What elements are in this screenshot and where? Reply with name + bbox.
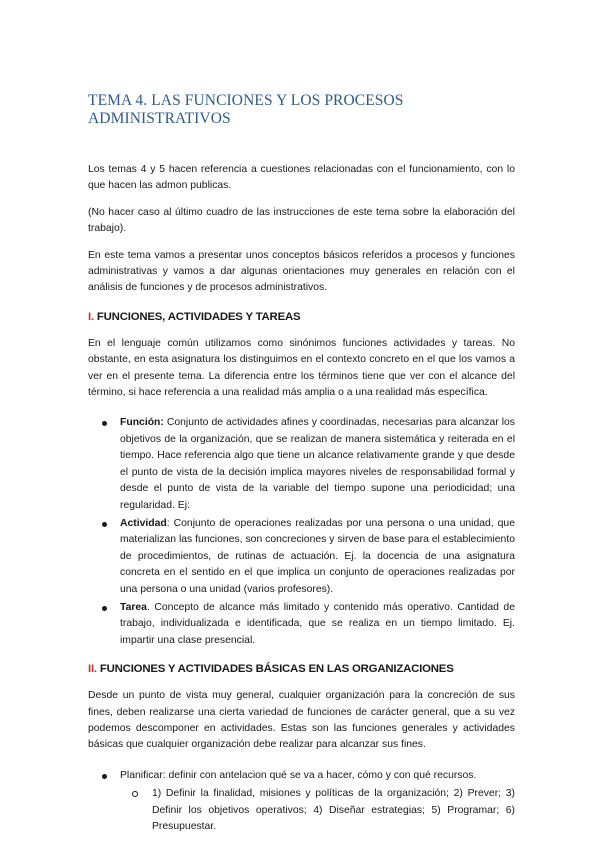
intro-paragraph: En este tema vamos a presentar unos conceptos básicos referidos a procesos y funciones administrativas y vamos a dar algunas orientaciones muy generales en relación con el análisis de funciones y de procesos administrativos.	[88, 249, 515, 294]
bullet-icon	[102, 522, 107, 527]
definition: Conjunto de actividades afines y coordinadas, necesarias para alcanzar los objetivos de la organización, que se realizan de manera sistemática y reiterada en el tiempo. Hace referencia algo que tiene un alcance relativamente grande y que desde el punto de vista de la decisión implica mayores niveles de responsabilidad formal y desde el punto de vista de la variable del tiempo supone una periodicidad; una regularidad. Ej:	[120, 417, 515, 511]
list-item	[120, 768, 515, 836]
bullet-icon	[102, 606, 107, 611]
intro-paragraph: Los temas 4 y 5 hacen referencia a cuestiones relacionadas con el funcionamiento, con lo que hacen las admon publicas.	[88, 164, 515, 192]
section-heading-2	[88, 663, 515, 675]
sub-list	[120, 786, 515, 835]
section-number: I.	[88, 310, 94, 323]
circle-bullet-icon	[132, 791, 138, 797]
sub-item-text: 1) Definir la finalidad, misiones y políticas de la organización; 2) Prever; 3) Definir los objetivos operativos; 4) Diseñar estrategias; 5) Programar; 6) Presupuestar.	[152, 788, 515, 832]
term: Función:	[120, 417, 164, 429]
item-text: Planificar: definir con antelacion qué se va a hacer, cómo y con qué recursos.	[120, 769, 477, 781]
section-heading-text: FUNCIONES, ACTIVIDADES Y TAREAS	[93, 310, 301, 323]
section-paragraph: Desde un punto de vista muy general, cualquier organización para la concreción de sus fines, deben realizarse una cierta variedad de funciones de carácter general, que a su vez podemos descomponer en actividades. Estas son las funciones generales y actividades básicas que cualquier organización debe realizar para alcanzar sus fines.	[88, 690, 515, 751]
section-heading-text: FUNCIONES Y ACTIVIDADES BÁSICAS EN LAS ORGANIZACIONES	[96, 663, 454, 676]
definition: : Conjunto de operaciones realizadas por una persona o una unidad, que materializan las funciones, son concreciones y sirven de base para el establecimiento de procedimientos, de rutinas de actuación. Ej. la docencia de una asignatura concreta en el sentido en el que implica un conjunto de operaciones realizadas por una persona o una unidad (varios profesores).	[120, 517, 515, 595]
page-title: TEMA 4. LAS FUNCIONES Y LOS PROCESOS ADMINISTRATIVOS	[88, 92, 404, 127]
section-paragraph: En el lenguaje común utilizamos como sinónimos funciones actividades y tareas. No obstante, en esta asignatura los distinguimos en el contexto concreto en el que los vamos a ver en el presente tema. La diferencia entre los términos tiene que ver con el alcance del término, si hace referencia a una realidad más amplia o a una realidad más específica.	[88, 337, 515, 399]
bullet-icon	[102, 774, 107, 779]
section-heading-1	[88, 311, 515, 323]
section-number: II.	[88, 663, 97, 676]
term: Actividad	[120, 517, 167, 529]
list-item	[120, 600, 515, 649]
list-item	[120, 516, 515, 598]
definition-list	[88, 415, 515, 649]
definition: . Concepto de alcance más limitado y contenido más operativo. Cantidad de trabajo, individualizada e identificada, que se realiza en un tiempo limitado. Ej. impartir una clase presencial.	[120, 601, 515, 646]
term: Tarea	[120, 601, 147, 613]
intro-paragraph: (No hacer caso al último cuadro de las instrucciones de este tema sobre la elaboración del trabajo).	[88, 206, 515, 235]
bullet-icon	[102, 421, 107, 426]
sub-list-item	[152, 786, 515, 835]
function-list	[88, 768, 515, 836]
list-item	[120, 415, 515, 513]
